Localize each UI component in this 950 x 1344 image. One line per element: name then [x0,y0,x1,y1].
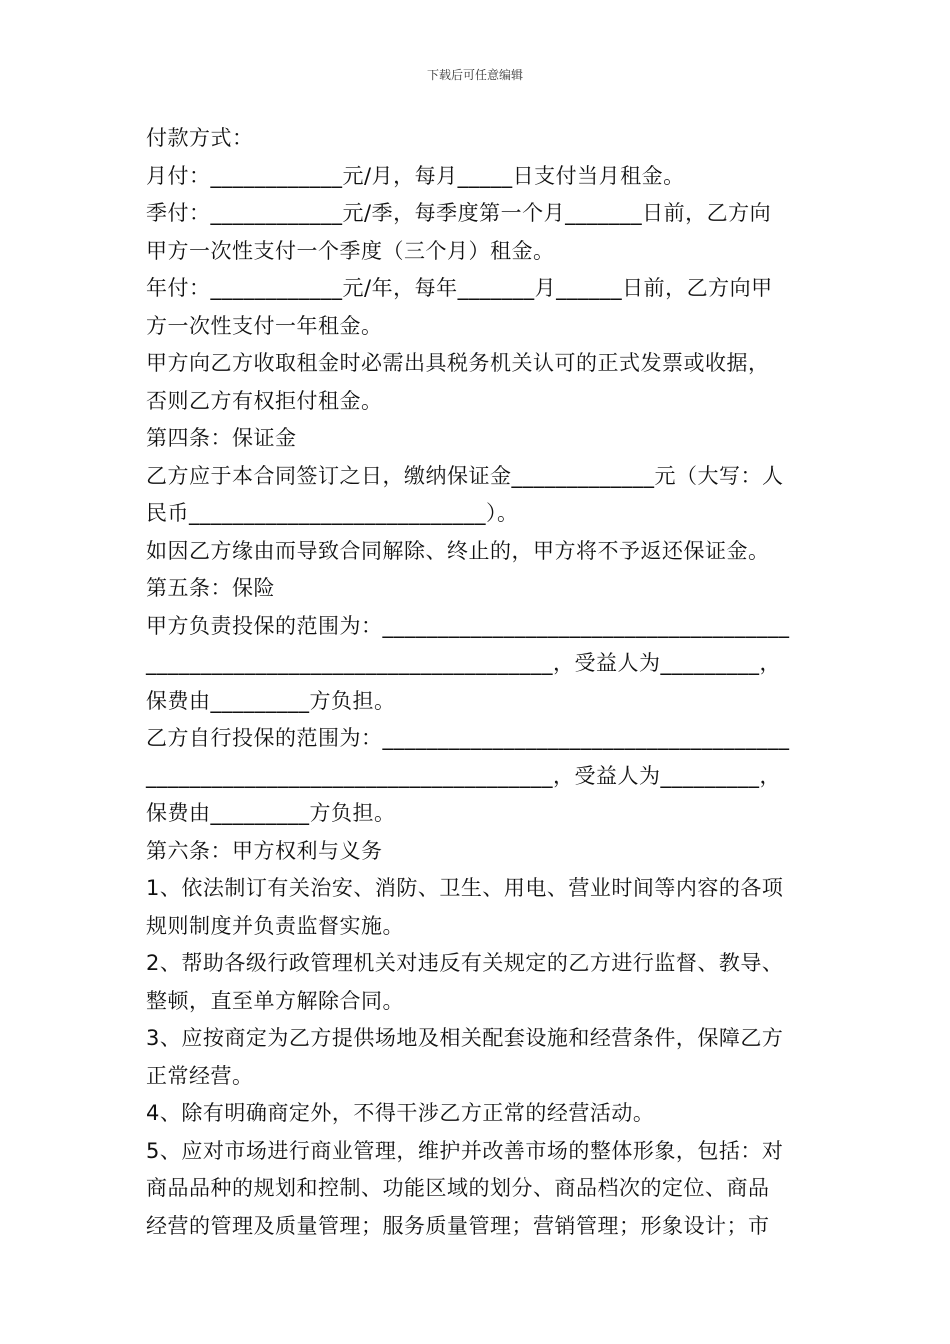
text-line: 乙方自行投保的范围为：_____________________________________ [146,726,790,750]
text-line: 整顿，直至单方解除合同。 [146,988,404,1013]
text-line: 经营的管理及质量管理；服务质量管理；营销管理；形象设计；市 [146,1213,770,1238]
text-line: 保费由_________方负担。 [146,801,396,825]
text-line: 年付：____________元/年，每年_______月______日前，乙方向甲 [146,276,773,300]
text-line: _____________________________________，受益人为_________， [146,651,781,675]
text-line: 甲方一次性支付一个季度（三个月）租金。 [146,238,555,263]
text-line: 月付：____________元/月，每月_____日支付当月租金。 [146,163,685,188]
text-line: 付款方式： [146,126,254,150]
page-header: 下载后可任意编辑 [426,68,523,82]
text-line: 保费由_________方负担。 [146,688,396,713]
document-body [146,120,810,1245]
text-line: 如因乙方缘由而导致合同解除、终止的，甲方将不予返还保证金。 [146,538,770,563]
text-line: 商品品种的规划和控制、功能区域的划分、商品档次的定位、商品 [146,1176,770,1200]
text-line: 1、依法制订有关治安、消防、卫生、用电、营业时间等内容的各项 [146,876,784,900]
text-line: 甲方向乙方收取租金时必需出具税务机关认可的正式发票或收据， [146,351,770,375]
text-line: _____________________________________，受益人为_________， [146,763,781,788]
text-line: 甲方负责投保的范围为：_____________________________________ [146,613,790,638]
section-heading: 第五条：保险 [146,576,275,600]
text-line: 方一次性支付一年租金。 [146,313,383,338]
text-line: 5、应对市场进行商业管理，维护并改善市场的整体形象，包括：对 [146,1138,784,1163]
text-line: 3、应按商定为乙方提供场地及相关配套设施和经营条件，保障乙方 [146,1026,784,1050]
text-line: 4、除有明确商定外，不得干涉乙方正常的经营活动。 [146,1101,655,1125]
section-heading: 第四条：保证金 [146,426,297,450]
text-line: 否则乙方有权拒付租金。 [146,388,383,413]
text-line: 季付：____________元/季，每季度第一个月_______日前，乙方向 [146,201,772,225]
text-line: 民币___________________________）。 [146,501,519,525]
text-line: 规则制度并负责监督实施。 [146,913,404,938]
text-line: 正常经营。 [146,1063,254,1088]
text-line: 2、帮助各级行政管理机关对违反有关规定的乙方进行监督、教导、 [146,951,784,975]
text-line: 乙方应于本合同签订之日，缴纳保证金_____________元（大写：人 [146,463,784,488]
section-heading: 第六条：甲方权利与义务 [146,838,383,863]
